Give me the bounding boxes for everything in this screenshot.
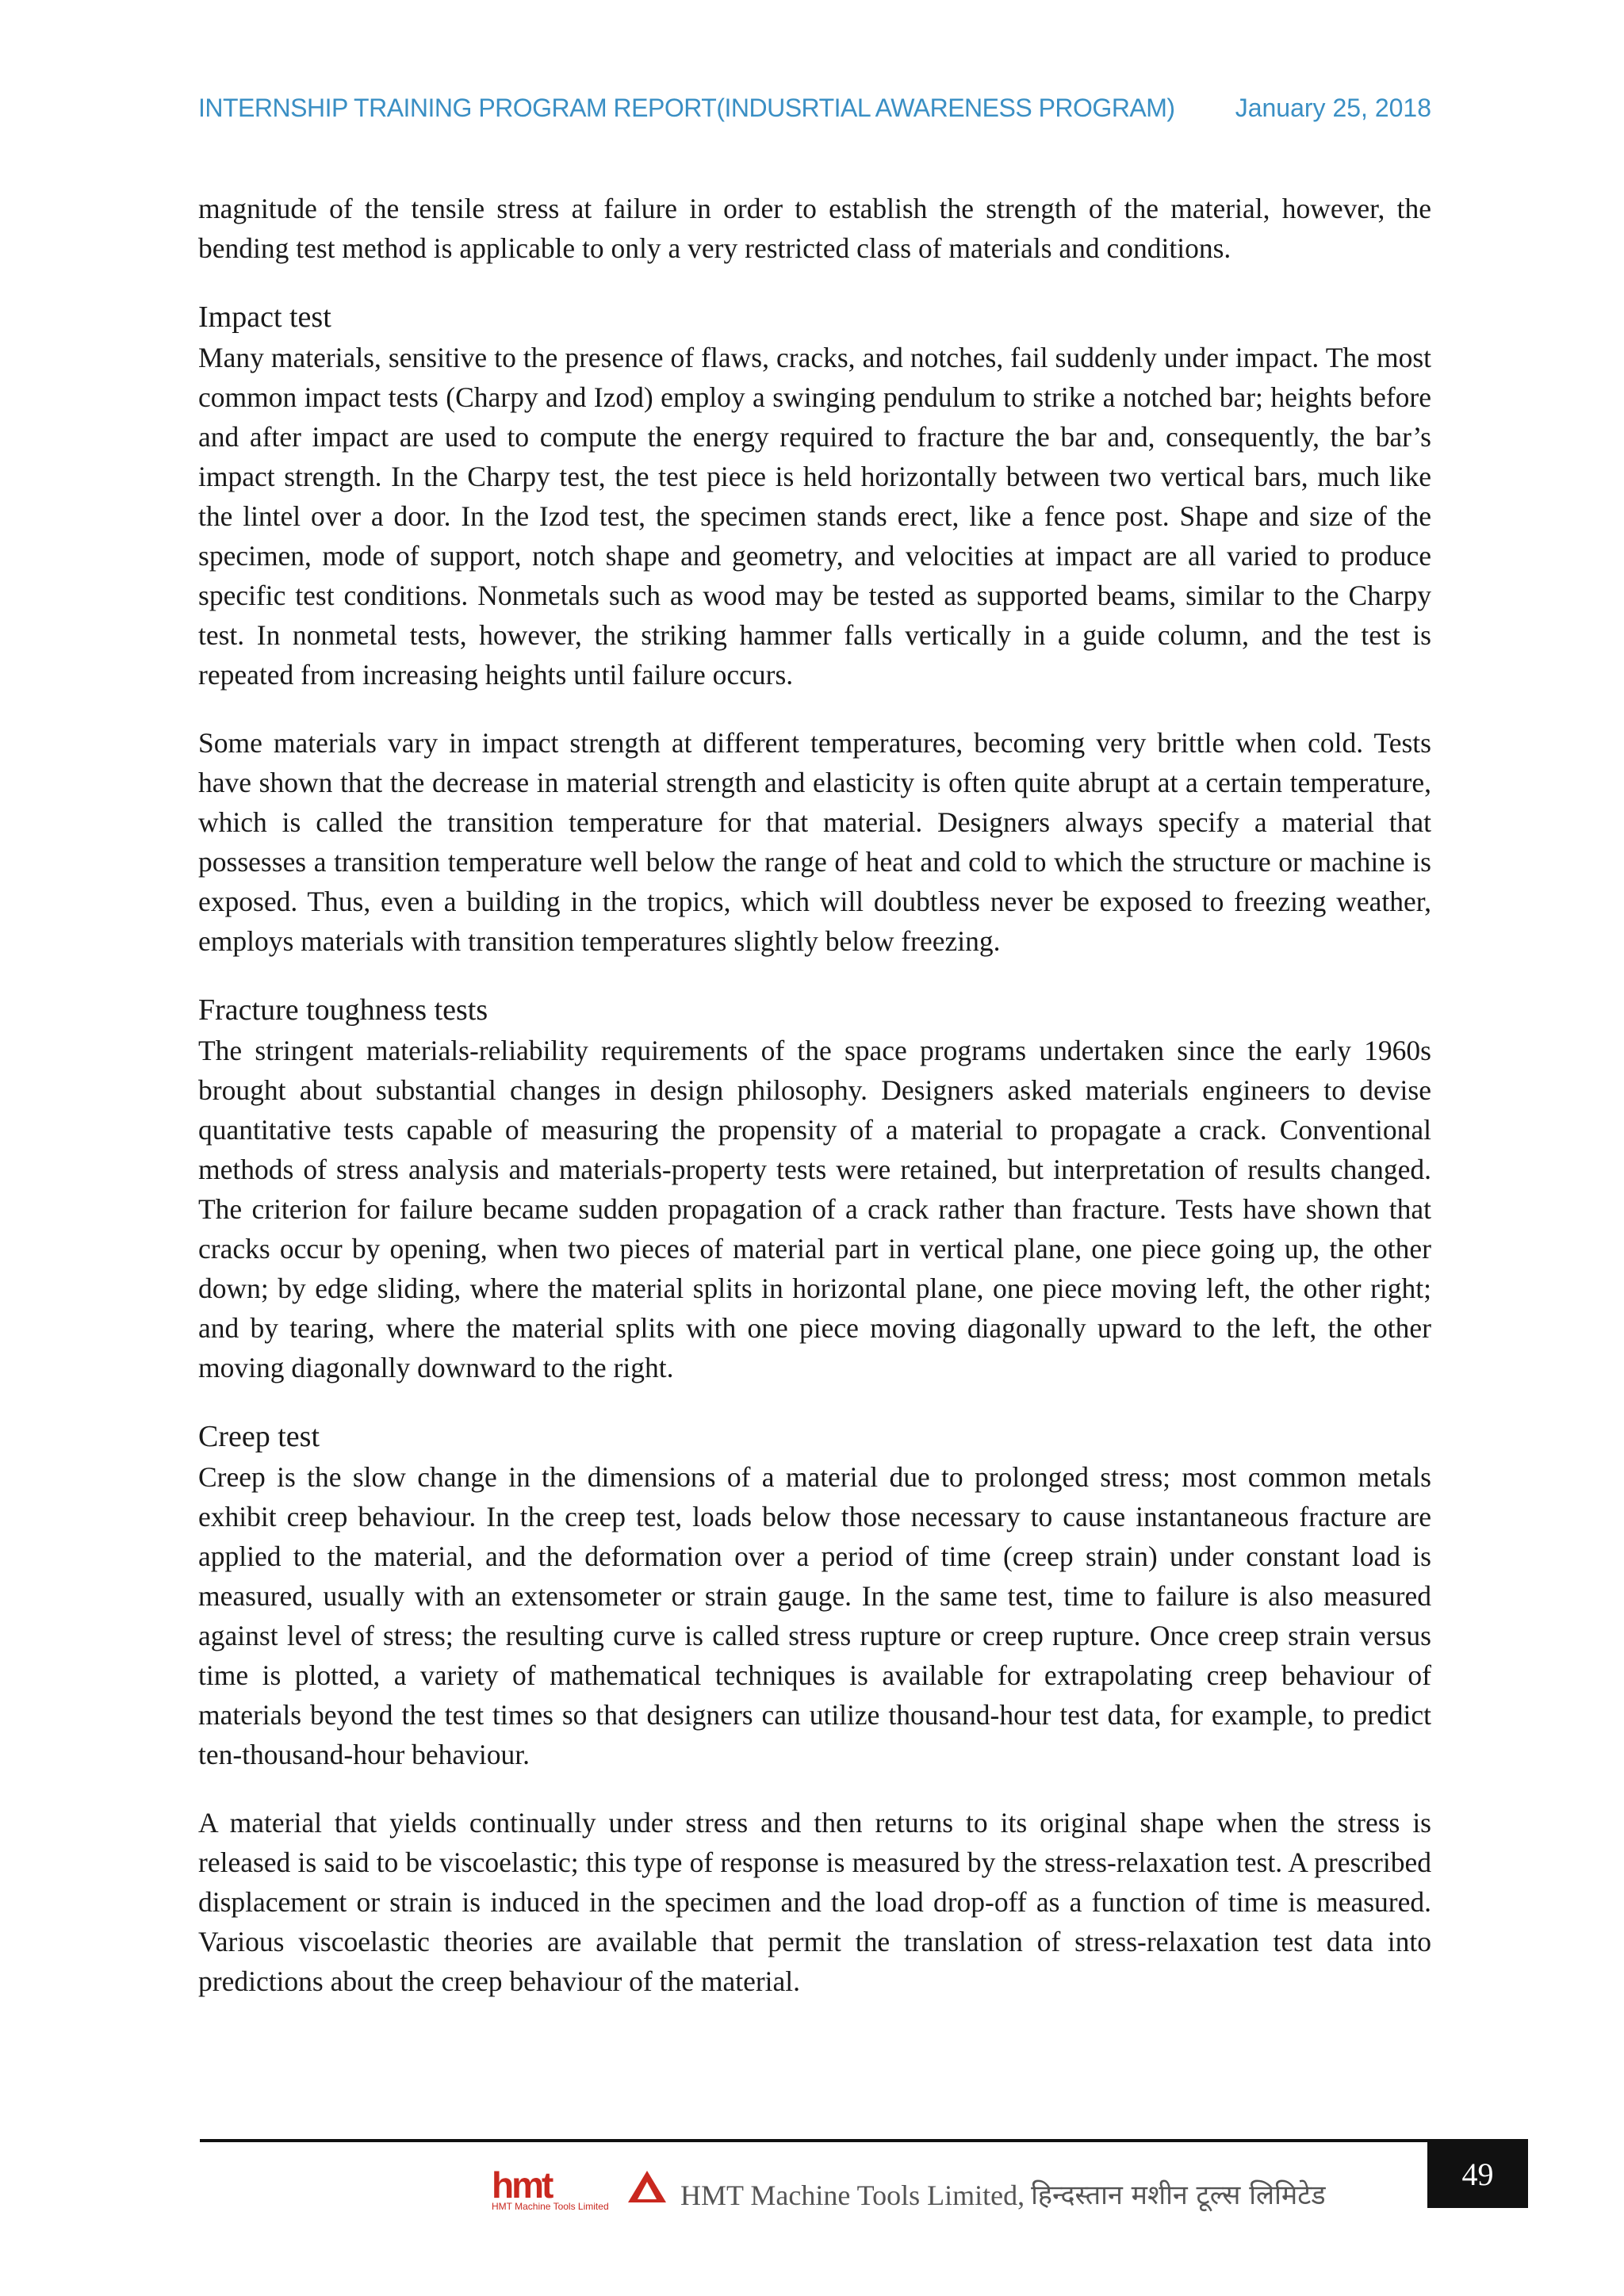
company-name: HMT Machine Tools Limited,	[680, 2179, 1025, 2211]
logo-subtitle: HMT Machine Tools Limited	[492, 2201, 609, 2212]
logo-wordmark: hmt	[492, 2164, 552, 2206]
company-logo	[492, 2164, 674, 2212]
page-content	[198, 189, 1431, 2030]
page-header	[198, 94, 1431, 133]
logo-triangle-icon	[626, 2169, 668, 2204]
page-footer	[492, 2164, 1326, 2212]
paragraph: A material that yields continually under stress and then returns to its original shape when the stress is released is said to be viscoelastic; this type of response is measured by the stress-relaxation test. A prescribed displacement or strain is induced in the specimen and the load drop-off as a function of time is measured. Various viscoelastic theories are available that permit the translation of stress-relaxation test data into predictions about the creep behaviour of the material.	[198, 1807, 1431, 1997]
page-number: 49	[1461, 2156, 1494, 2192]
page-number-box	[1427, 2141, 1528, 2208]
paragraph: Many materials, sensitive to the presence of flaws, cracks, and notches, fail suddenly under impact. The most common impact tests (Charpy and Izod) employ a swinging pendulum to strike a notched bar; heights before and after impact are used to compute the energy required to fracture the bar and, consequently, the bar’s impact strength. In the Charpy test, the test piece is held horizontally between two vertical bars, much like the lintel over a door. In the Izod test, the specimen stands erect, like a fence post. Shape and size of the specimen, mode of support, notch shape and geometry, and velocities at impact are all varied to produce specific test conditions. Nonmetals such as wood may be tested as supported beams, similar to the Charpy test. In nonmetal tests, however, the striking hammer falls vertically in a guide column, and the test is repeated from increasing heights until failure occurs.	[198, 342, 1431, 691]
section-heading-fracture-toughness: Fracture toughness tests	[198, 993, 488, 1027]
paragraph: magnitude of the tensile stress at failure in order to establish the strength of the material, however, the bending test method is applicable to only a very restricted class of materials and conditions.	[198, 193, 1431, 264]
paragraph: Some materials vary in impact strength at different temperatures, becoming very brittle when cold. Tests have shown that the decrease in material strength and elasticity is often quite abrupt at a certain temperature, which is called the transition temperature for that material. Designers always specify a material that possesses a transition temperature well below the range of heat and cold to which the structure or machine is exposed. Thus, even a building in the tropics, which will doubtless never be exposed to freezing weather, employs materials with transition temperatures slightly below freezing.	[198, 727, 1431, 957]
section-heading-impact-test: Impact test	[198, 300, 331, 334]
footer-divider	[200, 2139, 1528, 2142]
paragraph: The stringent materials-reliability requirements of the space programs undertaken since the early 1960s brought about substantial changes in design philosophy. Designers asked materials engineers to devise quantitative tests capable of measuring the propensity of a material to propagate a crack. Conventional methods of stress analysis and materials-property tests were retained, but interpretation of results changed. The criterion for failure became sudden propagation of a crack rather than fracture. Tests have shown that cracks occur by opening, when two pieces of material part in vertical plane, one piece going up, the other down; by edge sliding, where the material splits in horizontal plane, one piece moving left, the other right; and by tearing, where the material splits with one piece moving diagonally upward to the left, the other moving diagonally downward to the right.	[198, 1035, 1431, 1383]
report-date: January 25, 2018	[1235, 94, 1431, 122]
report-title: INTERNSHIP TRAINING PROGRAM REPORT(INDUSRTIAL AWARENESS PROGRAM)	[198, 94, 1175, 122]
company-name-hindi: हिन्दस्तान मशीन टूल्स लिमिटेड	[1031, 2179, 1326, 2211]
section-heading-creep-test: Creep test	[198, 1420, 320, 1453]
paragraph: Creep is the slow change in the dimensions of a material due to prolonged stress; most common metals exhibit creep behaviour. In the creep test, loads below those necessary to cause instantaneous fracture are applied to the material, and the deformation over a period of time (creep strain) under constant load is measured, usually with an extensometer or strain gauge. In the same test, time to failure is also measured against level of stress; the resulting curve is called stress rupture or creep rupture. Once creep strain versus time is plotted, a variety of mathematical techniques is available for extrapolating creep behaviour of materials beyond the test times so that designers can utilize thousand-hour test data, for example, to predict ten-thousand-hour behaviour.	[198, 1461, 1431, 1770]
